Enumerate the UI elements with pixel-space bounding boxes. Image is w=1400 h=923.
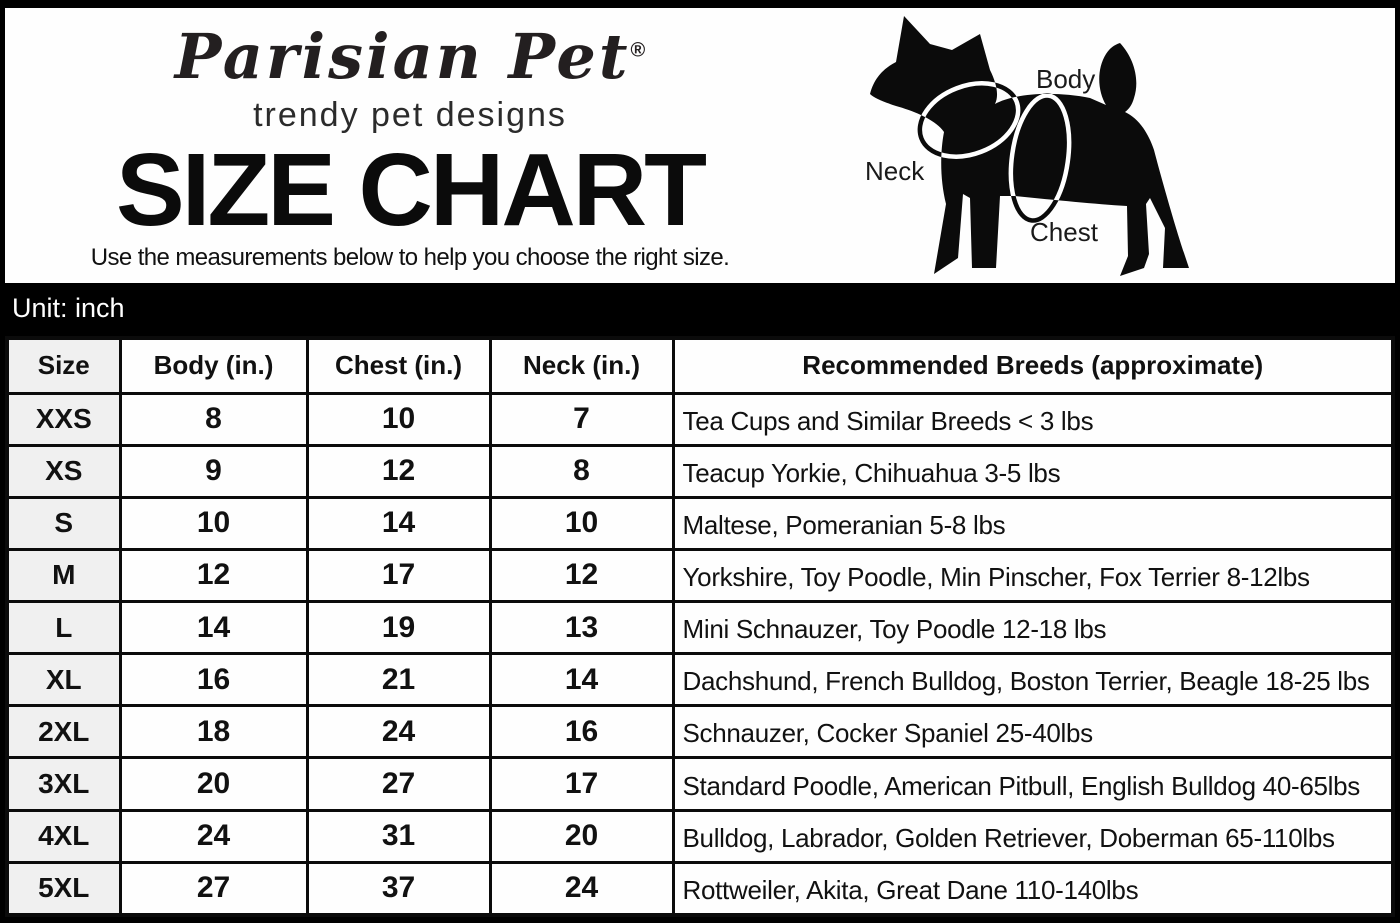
chest-cell: 19: [307, 602, 490, 654]
page-subtitle: Use the measurements below to help you choose the right size.: [90, 244, 730, 272]
size-cell: 4XL: [7, 810, 120, 862]
neck-cell: 13: [490, 602, 673, 654]
body-cell: 16: [120, 654, 307, 706]
body-cell: 24: [120, 810, 307, 862]
neck-cell: 17: [490, 758, 673, 810]
size-cell: XS: [7, 445, 120, 497]
neck-measure-label: Neck: [865, 156, 925, 186]
body-cell: 20: [120, 758, 307, 810]
table-row: [7, 758, 1393, 810]
col-header-chest: Chest (in.): [307, 338, 490, 393]
table-row: [7, 862, 1393, 915]
body-cell: 18: [120, 706, 307, 758]
brand-logo-text: Parisian Pet: [174, 20, 631, 93]
neck-cell: 10: [490, 497, 673, 549]
neck-cell: 20: [490, 810, 673, 862]
unit-bar: [0, 283, 1400, 334]
unit-bar-text: Unit: inch: [12, 293, 125, 323]
neck-cell: 7: [490, 393, 673, 445]
size-cell: S: [7, 497, 120, 549]
table-row: [7, 393, 1393, 445]
chest-cell: 27: [307, 758, 490, 810]
table-row: [7, 445, 1393, 497]
brand-tagline: trendy pet designs: [253, 96, 567, 135]
table-row: [7, 654, 1393, 706]
header-section: [5, 8, 1395, 283]
breeds-cell: Mini Schnauzer, Toy Poodle 12-18 lbs: [673, 602, 1393, 654]
breeds-cell: Maltese, Pomeranian 5-8 lbs: [673, 497, 1393, 549]
body-cell: 14: [120, 602, 307, 654]
neck-cell: 8: [490, 445, 673, 497]
size-table: [5, 336, 1395, 917]
breeds-cell: Teacup Yorkie, Chihuahua 3-5 lbs: [673, 445, 1393, 497]
chest-cell: 10: [307, 393, 490, 445]
size-cell: XXS: [7, 393, 120, 445]
table-row: [7, 810, 1393, 862]
chest-measure-label: Chest: [1030, 217, 1098, 247]
breeds-cell: Rottweiler, Akita, Great Dane 110-140lbs: [673, 862, 1393, 915]
dog-measurement-diagram: [840, 8, 1270, 283]
size-cell: L: [7, 602, 120, 654]
body-cell: 10: [120, 497, 307, 549]
breeds-cell: Dachshund, French Bulldog, Boston Terrier, Beagle 18-25 lbs: [673, 654, 1393, 706]
body-measure-label: Body: [1036, 64, 1096, 94]
dog-silhouette-icon: [840, 8, 1270, 283]
col-header-body: Body (in.): [120, 338, 307, 393]
neck-cell: 14: [490, 654, 673, 706]
chest-cell: 14: [307, 497, 490, 549]
size-cell: XL: [7, 654, 120, 706]
body-cell: 12: [120, 549, 307, 601]
body-cell: 9: [120, 445, 307, 497]
table-row: [7, 602, 1393, 654]
size-table-body: [7, 393, 1393, 915]
breeds-cell: Tea Cups and Similar Breeds < 3 lbs: [673, 393, 1393, 445]
col-header-size: Size: [7, 338, 120, 393]
table-row: [7, 706, 1393, 758]
table-row: [7, 497, 1393, 549]
size-cell: 2XL: [7, 706, 120, 758]
size-cell: 3XL: [7, 758, 120, 810]
size-table-wrap: [5, 336, 1395, 917]
breeds-cell: Schnauzer, Cocker Spaniel 25-40lbs: [673, 706, 1393, 758]
table-row: [7, 549, 1393, 601]
neck-cell: 24: [490, 862, 673, 915]
chest-cell: 31: [307, 810, 490, 862]
brand-block: [90, 8, 730, 272]
chest-cell: 21: [307, 654, 490, 706]
registered-trademark-icon: ®: [630, 39, 646, 62]
chest-cell: 12: [307, 445, 490, 497]
neck-cell: 12: [490, 549, 673, 601]
col-header-breeds: Recommended Breeds (approximate): [673, 338, 1393, 393]
chest-cell: 17: [307, 549, 490, 601]
chest-cell: 24: [307, 706, 490, 758]
page-title: SIZE CHART: [116, 132, 704, 248]
col-header-neck: Neck (in.): [490, 338, 673, 393]
body-cell: 8: [120, 393, 307, 445]
body-cell: 27: [120, 862, 307, 915]
breeds-cell: Yorkshire, Toy Poodle, Min Pinscher, Fox Terrier 8-12lbs: [673, 549, 1393, 601]
brand-logo: [90, 20, 730, 94]
table-header-row: [7, 338, 1393, 393]
neck-cell: 16: [490, 706, 673, 758]
breeds-cell: Standard Poodle, American Pitbull, English Bulldog 40-65lbs: [673, 758, 1393, 810]
size-cell: 5XL: [7, 862, 120, 915]
breeds-cell: Bulldog, Labrador, Golden Retriever, Doberman 65-110lbs: [673, 810, 1393, 862]
size-cell: M: [7, 549, 120, 601]
chest-cell: 37: [307, 862, 490, 915]
